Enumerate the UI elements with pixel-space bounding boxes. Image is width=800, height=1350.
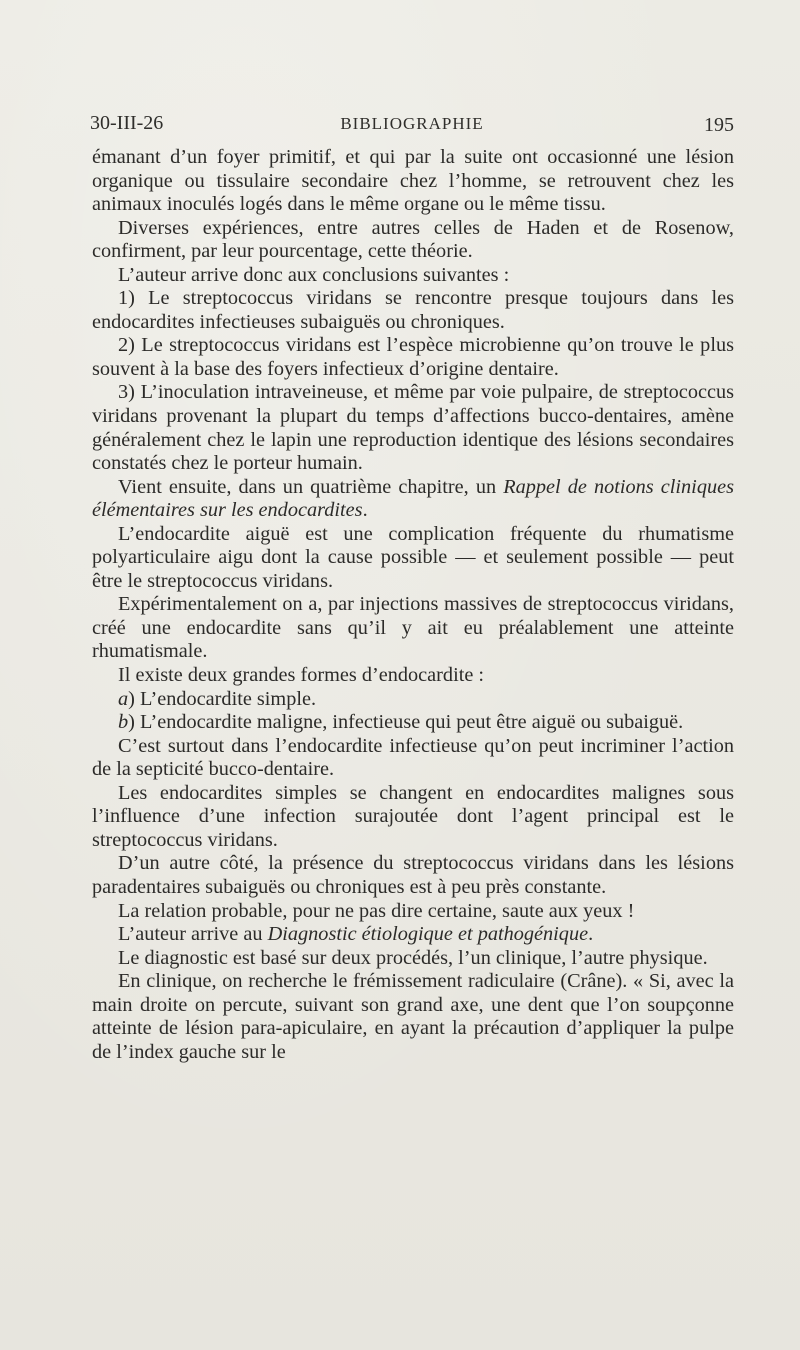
chapter-4-title: Rappel de notions cliniques élémentaires sur les endocardites	[92, 475, 734, 522]
paragraph-paradental: D’un autre côté, la présence du streptococcus viridans dans les lésions paradentaires subaiguës ou chroniques est à peu près constante.	[92, 852, 734, 898]
paragraph-chapter-4-post: .	[362, 499, 368, 522]
paragraph-2: Diverses expériences, entre autres celles de Haden et de Rosenow, confirment, par leur pourcentage, cette théorie.	[92, 216, 734, 263]
paragraph-relation: La relation probable, pour ne pas dire certaine, saute aux yeux !	[118, 899, 635, 922]
form-a	[92, 688, 734, 712]
paragraph-diagnostic-methods: Le diagnostic est basé sur deux procédés, l’un clinique, l’autre physique.	[118, 946, 708, 969]
conclusion-2: 2) Le streptococcus viridans est l’espèce microbienne qu’on trouve le plus souvent à la base des foyers infectieux d’origine dentaire.	[92, 334, 734, 380]
paragraph-septicity: C’est surtout dans l’endocardite infectieuse qu’on peut incriminer l’action de la septicité bucco-dentaire.	[92, 734, 734, 781]
conclusion-1: 1) Le streptococcus viridans se rencontre presque toujours dans les endocardites infectieuses subaiguës ou chroniques.	[92, 287, 734, 333]
form-a-text: ) L’endocardite simple.	[128, 687, 317, 710]
form-a-letter: a	[118, 687, 129, 710]
conclusion-3: 3) L’inoculation intraveineuse, et même par voie pulpaire, de streptococcus viridans provenant la plupart du temps d’affections bucco-dentaires, amène généralement chez le lapin une reproduction identique des lésions secondaires constatés chez le porteur humain.	[92, 381, 734, 475]
form-b	[92, 711, 734, 735]
running-header	[90, 112, 734, 140]
diagnostic-title: Diagnostic étiologique et pathogénique	[267, 923, 589, 946]
paragraph-3: L’auteur arrive donc aux conclusions suivantes :	[118, 263, 510, 286]
header-date: 30-III-26	[90, 112, 164, 134]
paragraph-clinical: En clinique, on recherche le frémissement radiculaire (Crâne). « Si, avec la main droite on percute, suivant son grand axe, une dent que l’on soupçonne atteinte de lésion para-apiculaire, en ayant la précaution d’appliquer la pulpe de l’index gauche sur le	[92, 970, 734, 1063]
body-text	[92, 146, 734, 1064]
page-number: 195	[704, 114, 734, 136]
form-b-text: ) L’endocardite maligne, infectieuse qui peut être aiguë ou subaiguë.	[128, 711, 684, 734]
paragraph-simple-endocarditis: Les endocardites simples se changent en endocardites malignes sous l’influence d’une infection surajoutée dont l’agent principal est le streptococcus viridans.	[92, 781, 734, 851]
paragraph-chapter-4	[92, 476, 734, 523]
form-b-letter: b	[118, 711, 129, 734]
paragraph-diagnostic-heading: L’auteur arrive au Diagnostic étiologique et pathogénique.	[118, 923, 594, 946]
header-section-title: BIBLIOGRAPHIE	[340, 114, 484, 133]
paragraph-chapter-4-pre: Vient ensuite, dans un quatrième chapitre, un	[118, 475, 504, 498]
paragraph-acute-endocarditis: L’endocardite aiguë est une complication fréquente du rhumatisme polyarticulaire aigu dont la cause possible — et seulement possible — peut être le streptococcus viridans.	[92, 522, 734, 592]
paragraph-1: émanant d’un foyer primitif, et qui par la suite ont occasionné une lésion organique ou tissulaire secondaire chez l’homme, se retrouvent chez les animaux inoculés logés dans le même organe ou le même tissu.	[92, 146, 734, 216]
paragraph-two-forms: Il existe deux grandes formes d’endocardite :	[118, 664, 485, 687]
paragraph-experimental: Expérimentalement on a, par injections massives de streptococcus viridans, créé une endocardite sans qu’il y ait eu préalablement une atteinte rhumatismale.	[92, 593, 734, 663]
